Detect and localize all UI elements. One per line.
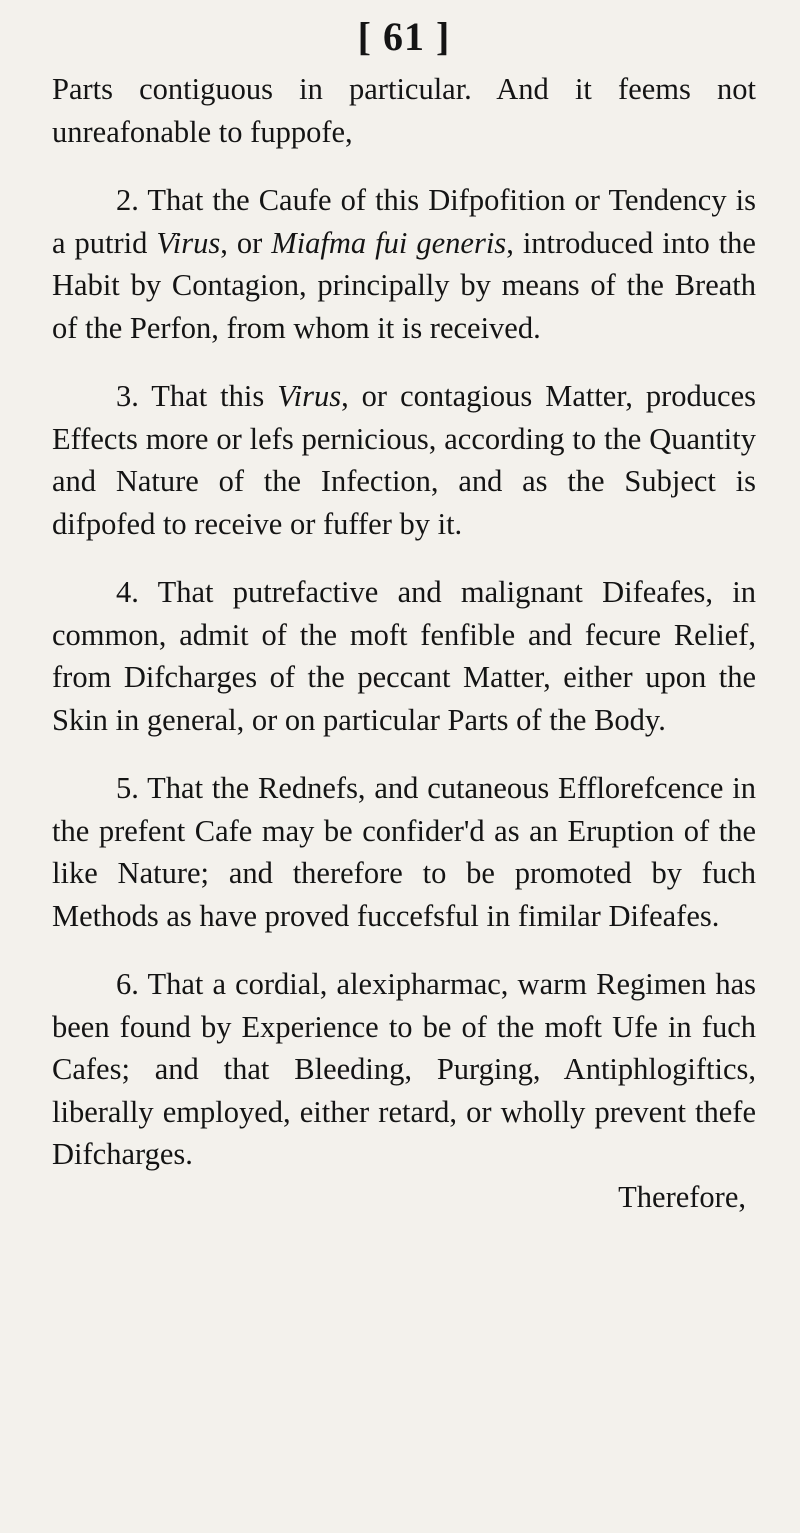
paragraph-5-text: 5. That the Rednefs, and cutaneous Efflorefcence in the prefent Cafe may be confider'd as an Eruption of the like Nature; and therefore to be promoted by fuch Methods as have proved fuccefsful in fimilar Difeafes. [52,771,756,933]
paragraph-2-italic-virus: Virus [156,225,221,260]
paragraph-3-italic-virus: Virus [277,379,342,413]
paragraph-2-italic-miafma: Miafma fui generis [271,225,507,260]
paragraph-6-text: 6. That a cordial, alexipharmac, warm Regimen has been found by Experience to be of the moft Ufe in fuch Cafes; and that Bleeding, Purging, Antiphlogiftics, liberally employed, either retard, or wholly prevent thefe Difcharges. [52,967,756,1171]
intro-paragraph [52,68,756,153]
paragraph-4-text: 4. That putrefactive and malignant Difeafes, in common, admit of the moft fenfible and fecure Relief, from Difcharges of the peccant Matter, either upon the Skin in general, or on particular Parts of the Body. [52,575,756,737]
page-body [52,68,756,1176]
paragraph-2 [52,179,756,349]
paragraph-6 [52,963,756,1176]
paragraph-4 [52,571,756,741]
paragraph-3-text-a: 3. That this [116,379,278,413]
paragraph-3 [52,375,756,545]
catchword: Therefore, [618,1179,746,1214]
paragraph-2-text-e: , introduced into the Habit by Contagion, principally by means of the Breath of the Perfon, from whom it is received. [52,225,756,345]
paragraph-3-text-c: , or contagious Matter, produces Effects more or lefs pernicious, according to the Quantity and Nature of the Infection, and as the Subject is difpofed to receive or fuffer by it. [52,379,756,541]
paragraph-2-text-a: 2. That the Caufe of this Difpofition or Tendency is a putrid [52,183,756,260]
paragraph-2-text-c: , or [220,225,272,260]
page-number: [ 61 ] [357,14,451,59]
intro-text: Parts contiguous in particular. And it feems not unreafonable to fuppofe, [52,72,756,149]
paragraph-5 [52,767,756,937]
